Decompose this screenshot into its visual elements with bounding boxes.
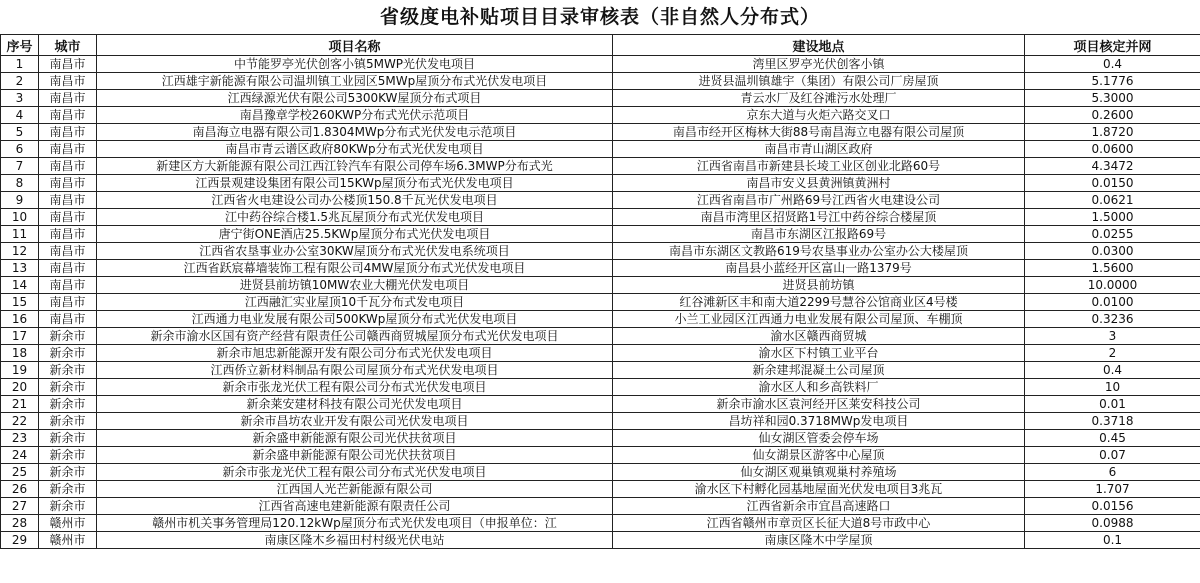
cell-location: 南昌县小蓝经开区富山一路1379号 bbox=[613, 260, 1025, 277]
cell-project-name: 新余盛申新能源有限公司光伏扶贫项目 bbox=[97, 447, 613, 464]
cell-serial: 4 bbox=[1, 107, 39, 124]
table-row bbox=[1, 107, 1200, 124]
cell-city: 新余市 bbox=[39, 362, 97, 379]
cell-capacity: 0.1 bbox=[1025, 532, 1200, 549]
cell-serial: 2 bbox=[1, 73, 39, 90]
cell-city: 南昌市 bbox=[39, 277, 97, 294]
cell-project-name: 江西融汇实业屋顶10千瓦分布式发电项目 bbox=[97, 294, 613, 311]
cell-city: 南昌市 bbox=[39, 311, 97, 328]
cell-location: 进贤县温圳镇雄宇（集团）有限公司厂房屋顶 bbox=[613, 73, 1025, 90]
cell-location: 南康区隆木中学屋顶 bbox=[613, 532, 1025, 549]
cell-location: 江西省赣州市章贡区长征大道8号市政中心 bbox=[613, 515, 1025, 532]
cell-city: 南昌市 bbox=[39, 192, 97, 209]
cell-location: 南昌市青山湖区政府 bbox=[613, 141, 1025, 158]
cell-capacity: 3 bbox=[1025, 328, 1200, 345]
table-row bbox=[1, 362, 1200, 379]
cell-city: 南昌市 bbox=[39, 56, 97, 73]
cell-project-name: 唐宁街ONE酒店25.5KWp屋顶分布式光伏发电项目 bbox=[97, 226, 613, 243]
cell-city: 新余市 bbox=[39, 345, 97, 362]
table-row bbox=[1, 345, 1200, 362]
cell-city: 南昌市 bbox=[39, 175, 97, 192]
cell-location: 新余市渝水区袁河经开区莱安科技公司 bbox=[613, 396, 1025, 413]
cell-capacity: 0.0150 bbox=[1025, 175, 1200, 192]
cell-serial: 26 bbox=[1, 481, 39, 498]
cell-serial: 7 bbox=[1, 158, 39, 175]
cell-capacity: 4.3472 bbox=[1025, 158, 1200, 175]
table-row bbox=[1, 175, 1200, 192]
cell-project-name: 江西景观建设集团有限公司15KWp屋顶分布式光伏发电项目 bbox=[97, 175, 613, 192]
cell-capacity: 0.0156 bbox=[1025, 498, 1200, 515]
table-body bbox=[1, 56, 1200, 549]
cell-serial: 29 bbox=[1, 532, 39, 549]
cell-location: 小兰工业园区江西通力电业发展有限公司屋顶、车棚顶 bbox=[613, 311, 1025, 328]
cell-city: 新余市 bbox=[39, 447, 97, 464]
cell-capacity: 5.3000 bbox=[1025, 90, 1200, 107]
cell-capacity: 0.45 bbox=[1025, 430, 1200, 447]
table-row bbox=[1, 481, 1200, 498]
cell-serial: 15 bbox=[1, 294, 39, 311]
table-row bbox=[1, 124, 1200, 141]
cell-city: 南昌市 bbox=[39, 243, 97, 260]
cell-project-name: 江中药谷综合楼1.5兆瓦屋顶分布式光伏发电项目 bbox=[97, 209, 613, 226]
cell-city: 南昌市 bbox=[39, 226, 97, 243]
cell-project-name: 江西通力电业发展有限公司500KWp屋顶分布式光伏发电项目 bbox=[97, 311, 613, 328]
table-row bbox=[1, 328, 1200, 345]
project-table bbox=[0, 34, 1200, 549]
cell-project-name: 新建区方大新能源有限公司江西江铃汽车有限公司停车场6.3MWP分布式光 bbox=[97, 158, 613, 175]
cell-serial: 28 bbox=[1, 515, 39, 532]
cell-project-name: 江西省跃宸幕墙装饰工程有限公司4MW屋顶分布式光伏发电项目 bbox=[97, 260, 613, 277]
cell-project-name: 新余市旭忠新能源开发有限公司分布式光伏发电项目 bbox=[97, 345, 613, 362]
table-row bbox=[1, 447, 1200, 464]
cell-project-name: 新余市张龙光伏工程有限公司分布式光伏发电项目 bbox=[97, 464, 613, 481]
cell-location: 青云水厂及红谷滩污水处理厂 bbox=[613, 90, 1025, 107]
table-row bbox=[1, 311, 1200, 328]
cell-city: 新余市 bbox=[39, 396, 97, 413]
cell-location: 渝水区下村孵化园基地屋面光伏发电项目3兆瓦 bbox=[613, 481, 1025, 498]
cell-serial: 21 bbox=[1, 396, 39, 413]
cell-capacity: 0.0988 bbox=[1025, 515, 1200, 532]
cell-serial: 23 bbox=[1, 430, 39, 447]
cell-serial: 1 bbox=[1, 56, 39, 73]
cell-serial: 6 bbox=[1, 141, 39, 158]
table-row bbox=[1, 277, 1200, 294]
header-project-name: 项目名称 bbox=[97, 35, 613, 56]
table-row bbox=[1, 396, 1200, 413]
cell-project-name: 新余莱安建材科技有限公司光伏发电项目 bbox=[97, 396, 613, 413]
cell-project-name: 江西省农垦事业办公室30KW屋顶分布式光伏发电系统项目 bbox=[97, 243, 613, 260]
cell-serial: 5 bbox=[1, 124, 39, 141]
cell-serial: 24 bbox=[1, 447, 39, 464]
cell-project-name: 江西省火电建设公司办公楼顶150.8千瓦光伏发电项目 bbox=[97, 192, 613, 209]
cell-project-name: 江西绿源光伏有限公司5300KW屋顶分布式项目 bbox=[97, 90, 613, 107]
cell-project-name: 赣州市机关事务管理局120.12kWp屋顶分布式光伏发电项目（申报单位：江 bbox=[97, 515, 613, 532]
header-location: 建设地点 bbox=[613, 35, 1025, 56]
cell-location: 京东大道与火炬六路交叉口 bbox=[613, 107, 1025, 124]
table-row bbox=[1, 379, 1200, 396]
cell-capacity: 0.0621 bbox=[1025, 192, 1200, 209]
cell-location: 渝水区下村镇工业平台 bbox=[613, 345, 1025, 362]
cell-capacity: 0.0600 bbox=[1025, 141, 1200, 158]
table-row bbox=[1, 260, 1200, 277]
cell-city: 南昌市 bbox=[39, 73, 97, 90]
table-row bbox=[1, 430, 1200, 447]
cell-location: 南昌市湾里区招贤路1号江中药谷综合楼屋顶 bbox=[613, 209, 1025, 226]
cell-capacity: 0.0300 bbox=[1025, 243, 1200, 260]
cell-city: 南昌市 bbox=[39, 294, 97, 311]
cell-city: 赣州市 bbox=[39, 515, 97, 532]
table-row bbox=[1, 226, 1200, 243]
cell-capacity: 0.2600 bbox=[1025, 107, 1200, 124]
table-row bbox=[1, 515, 1200, 532]
cell-serial: 18 bbox=[1, 345, 39, 362]
cell-serial: 8 bbox=[1, 175, 39, 192]
table-row bbox=[1, 56, 1200, 73]
cell-capacity: 0.07 bbox=[1025, 447, 1200, 464]
cell-city: 南昌市 bbox=[39, 124, 97, 141]
cell-capacity: 0.01 bbox=[1025, 396, 1200, 413]
cell-location: 渝水区赣西商贸城 bbox=[613, 328, 1025, 345]
cell-location: 仙女湖景区游客中心屋顶 bbox=[613, 447, 1025, 464]
cell-project-name: 中节能罗亭光伏创客小镇5MWP光伏发电项目 bbox=[97, 56, 613, 73]
cell-project-name: 江西雄宇新能源有限公司温圳镇工业园区5MWp屋顶分布式光伏发电项目 bbox=[97, 73, 613, 90]
table-row bbox=[1, 141, 1200, 158]
cell-project-name: 江西侨立新材料制品有限公司屋顶分布式光伏发电项目 bbox=[97, 362, 613, 379]
table-row bbox=[1, 413, 1200, 430]
table-row bbox=[1, 209, 1200, 226]
cell-project-name: 新余市张龙光伏工程有限公司分布式光伏发电项目 bbox=[97, 379, 613, 396]
cell-location: 南昌市东湖区文教路619号农垦事业办公室办公大楼屋顶 bbox=[613, 243, 1025, 260]
cell-city: 南昌市 bbox=[39, 141, 97, 158]
table-row bbox=[1, 73, 1200, 90]
cell-capacity: 0.3718 bbox=[1025, 413, 1200, 430]
cell-serial: 27 bbox=[1, 498, 39, 515]
cell-city: 赣州市 bbox=[39, 532, 97, 549]
cell-city: 新余市 bbox=[39, 464, 97, 481]
cell-serial: 17 bbox=[1, 328, 39, 345]
cell-location: 江西省南昌市广州路69号江西省火电建设公司 bbox=[613, 192, 1025, 209]
cell-project-name: 新余盛申新能源有限公司光伏扶贫项目 bbox=[97, 430, 613, 447]
cell-project-name: 江西国人光芒新能源有限公司 bbox=[97, 481, 613, 498]
page-title: 省级度电补贴项目目录审核表（非自然人分布式） bbox=[379, 6, 820, 28]
cell-serial: 25 bbox=[1, 464, 39, 481]
table-row bbox=[1, 158, 1200, 175]
table-row bbox=[1, 243, 1200, 260]
cell-capacity: 10 bbox=[1025, 379, 1200, 396]
cell-capacity: 1.5600 bbox=[1025, 260, 1200, 277]
cell-city: 新余市 bbox=[39, 328, 97, 345]
cell-location: 渝水区人和乡高铁料厂 bbox=[613, 379, 1025, 396]
cell-serial: 19 bbox=[1, 362, 39, 379]
table-row bbox=[1, 192, 1200, 209]
cell-city: 新余市 bbox=[39, 481, 97, 498]
cell-city: 新余市 bbox=[39, 413, 97, 430]
cell-location: 江西省新余市宜昌高速路口 bbox=[613, 498, 1025, 515]
cell-city: 南昌市 bbox=[39, 107, 97, 124]
cell-capacity: 0.0255 bbox=[1025, 226, 1200, 243]
cell-city: 南昌市 bbox=[39, 260, 97, 277]
cell-capacity: 5.1776 bbox=[1025, 73, 1200, 90]
cell-capacity: 1.5000 bbox=[1025, 209, 1200, 226]
cell-project-name: 南康区隆木乡福田村村级光伏电站 bbox=[97, 532, 613, 549]
cell-city: 南昌市 bbox=[39, 158, 97, 175]
cell-capacity: 2 bbox=[1025, 345, 1200, 362]
cell-serial: 11 bbox=[1, 226, 39, 243]
cell-serial: 16 bbox=[1, 311, 39, 328]
cell-capacity: 0.4 bbox=[1025, 362, 1200, 379]
cell-capacity: 6 bbox=[1025, 464, 1200, 481]
cell-location: 江西省南昌市新建县长堎工业区创业北路60号 bbox=[613, 158, 1025, 175]
cell-capacity: 1.707 bbox=[1025, 481, 1200, 498]
cell-capacity: 1.8720 bbox=[1025, 124, 1200, 141]
cell-capacity: 10.0000 bbox=[1025, 277, 1200, 294]
cell-serial: 22 bbox=[1, 413, 39, 430]
header-serial: 序号 bbox=[1, 35, 39, 56]
table-row bbox=[1, 532, 1200, 549]
cell-city: 新余市 bbox=[39, 498, 97, 515]
cell-project-name: 进贤县前坊镇10MW农业大棚光伏发电项目 bbox=[97, 277, 613, 294]
table-row bbox=[1, 464, 1200, 481]
header-row bbox=[1, 35, 1200, 56]
cell-capacity: 0.0100 bbox=[1025, 294, 1200, 311]
table-row bbox=[1, 90, 1200, 107]
cell-location: 南昌市安义县黄洲镇黄洲村 bbox=[613, 175, 1025, 192]
cell-serial: 12 bbox=[1, 243, 39, 260]
cell-location: 红谷滩新区丰和南大道2299号慧谷公馆商业区4号楼 bbox=[613, 294, 1025, 311]
cell-capacity: 0.3236 bbox=[1025, 311, 1200, 328]
cell-location: 仙女湖区观巢镇观巢村养殖场 bbox=[613, 464, 1025, 481]
cell-location: 新余建邦混凝土公司屋顶 bbox=[613, 362, 1025, 379]
cell-project-name: 南昌豫章学校260KWP分布式光伏示范项目 bbox=[97, 107, 613, 124]
cell-serial: 9 bbox=[1, 192, 39, 209]
cell-project-name: 南昌海立电器有限公司1.8304MWp分布式光伏发电示范项目 bbox=[97, 124, 613, 141]
cell-city: 南昌市 bbox=[39, 90, 97, 107]
cell-serial: 14 bbox=[1, 277, 39, 294]
cell-location: 昌坊祥和园0.3718MWp发电项目 bbox=[613, 413, 1025, 430]
cell-city: 新余市 bbox=[39, 430, 97, 447]
cell-serial: 3 bbox=[1, 90, 39, 107]
cell-project-name: 新余市昌坊农业开发有限公司光伏发电项目 bbox=[97, 413, 613, 430]
table-row bbox=[1, 498, 1200, 515]
cell-location: 仙女湖区管委会停车场 bbox=[613, 430, 1025, 447]
cell-location: 湾里区罗亭光伏创客小镇 bbox=[613, 56, 1025, 73]
cell-city: 南昌市 bbox=[39, 209, 97, 226]
cell-project-name: 江西省高速电建新能源有限责任公司 bbox=[97, 498, 613, 515]
cell-serial: 10 bbox=[1, 209, 39, 226]
cell-serial: 13 bbox=[1, 260, 39, 277]
cell-location: 南昌市经开区梅林大街88号南昌海立电器有限公司屋顶 bbox=[613, 124, 1025, 141]
header-capacity: 项目核定并网 bbox=[1025, 35, 1200, 56]
table-row bbox=[1, 294, 1200, 311]
cell-project-name: 南昌市青云谱区政府80KWp分布式光伏发电项目 bbox=[97, 141, 613, 158]
cell-serial: 20 bbox=[1, 379, 39, 396]
header-city: 城市 bbox=[39, 35, 97, 56]
cell-location: 南昌市东湖区江报路69号 bbox=[613, 226, 1025, 243]
cell-city: 新余市 bbox=[39, 379, 97, 396]
cell-project-name: 新余市渝水区国有资产经营有限责任公司赣西商贸城屋顶分布式光伏发电项目 bbox=[97, 328, 613, 345]
cell-location: 进贤县前坊镇 bbox=[613, 277, 1025, 294]
cell-capacity: 0.4 bbox=[1025, 56, 1200, 73]
